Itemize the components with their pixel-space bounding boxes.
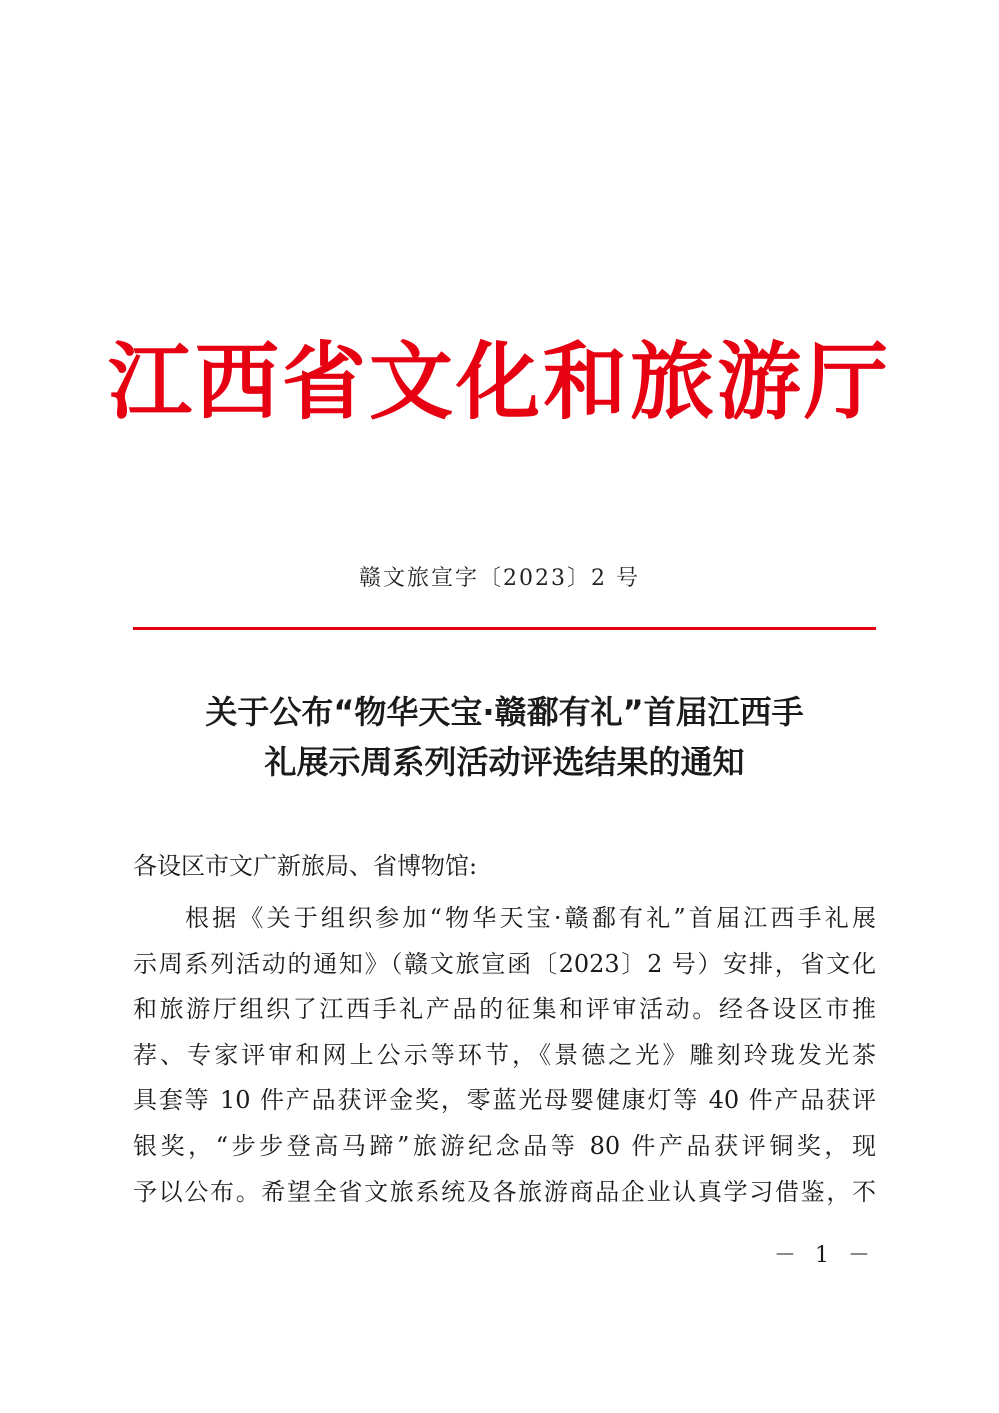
body-line: 具套等 10 件产品获评金奖，零蓝光母婴健康灯等 40 件产品获评 (133, 1086, 876, 1115)
body-line: 荐、专家评审和网上公示等环节，《景德之光》雕刻玲珑发光茶 (133, 1040, 876, 1069)
body-line: 示周系列活动的通知》（赣文旅宣函〔2023〕2 号）安排，省文化 (133, 949, 876, 978)
document-title-line-2: 礼展示周系列活动评选结果的通知 (264, 743, 745, 781)
document-number: 赣文旅宣字〔2023〕2 号 (359, 566, 640, 591)
body-line: 银奖，“步步登高马蹄”旅游纪念品等 80 件产品获评铜奖，现 (133, 1131, 876, 1160)
body-line: 予以公布。希望全省文旅系统及各旅游商品企业认真学习借鉴，不 (133, 1177, 876, 1206)
body-line: 根据《关于组织参加“物华天宝·赣鄱有礼”首届江西手礼展 (185, 904, 876, 932)
page-number: － 1 － (774, 1243, 876, 1268)
body-line: 和旅游厅组织了江西手礼产品的征集和评审活动。经各设区市推 (133, 995, 876, 1024)
salutation: 各设区市文广新旅局、省博物馆: (133, 852, 478, 880)
red-separator-line (133, 627, 876, 630)
document-title-line-1: 关于公布“物华天宝·赣鄱有礼”首届江西手 (205, 693, 804, 731)
issuing-organization-header: 江西省文化和旅游厅 (107, 332, 891, 431)
document-title (133, 687, 876, 787)
body-paragraph (133, 898, 876, 1217)
